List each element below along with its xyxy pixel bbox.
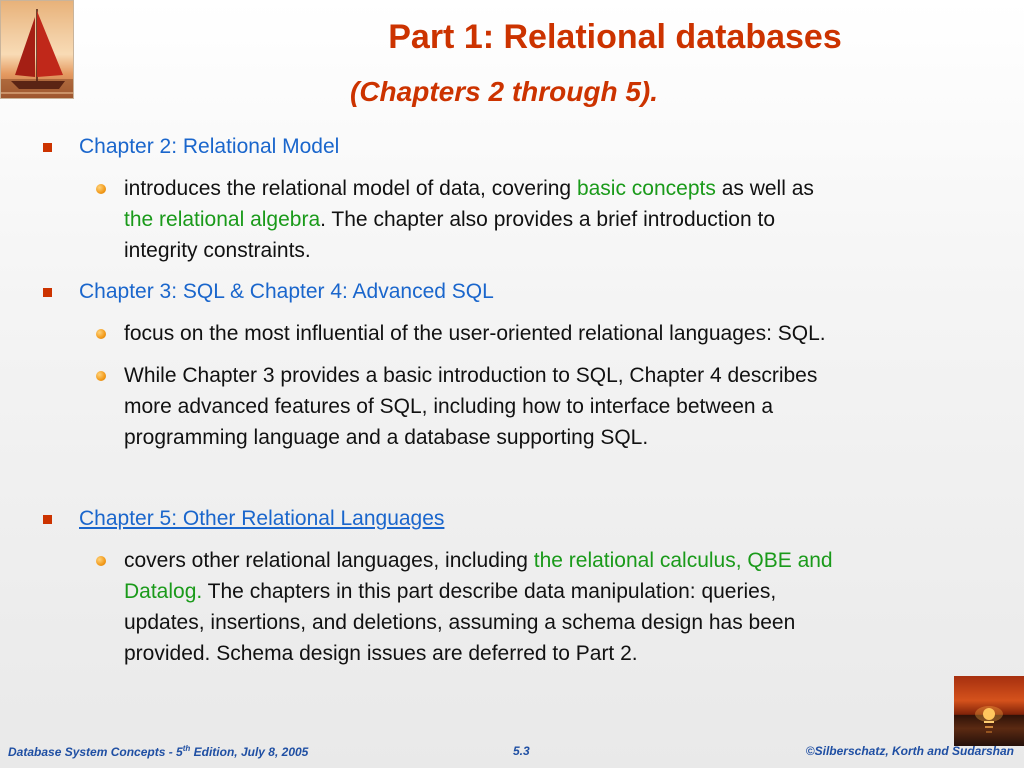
- square-bullet-icon: [43, 143, 52, 152]
- bullet-line1: While Chapter 3 provides a basic introduction to SQL, Chapter 4 describes: [124, 364, 818, 387]
- text: . The chapter also provides a brief introduction to: [320, 208, 776, 231]
- chapter-3-4-bullet-2: [124, 360, 1004, 453]
- chapter-3-4-heading-text: Chapter 3: SQL & Chapter 4: Advanced SQL: [79, 280, 494, 303]
- round-bullet-icon: [96, 184, 106, 194]
- text: as well as: [715, 177, 814, 200]
- slide-subtitle: (Chapters 2 through 5).: [350, 76, 659, 107]
- square-bullet-icon: [43, 288, 52, 297]
- text: introduces the relational model of data, covering: [124, 177, 577, 200]
- text: covers other relational languages, including: [124, 549, 534, 572]
- round-bullet-icon: [96, 371, 106, 381]
- round-bullet-icon: [96, 329, 106, 339]
- bullet-line3: programming language and a database supporting SQL.: [124, 426, 649, 449]
- slide-title-text: Part 1: Relational databases: [388, 18, 842, 56]
- slide-footer: [0, 744, 1024, 760]
- chapter-2-bullet: [124, 173, 1004, 266]
- highlight-relational-algebra: the relational algebra: [124, 208, 321, 231]
- chapter-2-bullet-line3: integrity constraints.: [124, 239, 311, 262]
- superscript: th: [182, 744, 191, 753]
- chapter-3-4-bullet-1: [124, 318, 1004, 349]
- highlight-basic-concepts: basic concepts: [576, 177, 716, 200]
- sun-icon: [954, 676, 1024, 746]
- chapter-5-bullet-line3: updates, insertions, and deletions, assuming a schema design has been: [124, 611, 796, 634]
- highlight-datalog: Datalog.: [124, 580, 203, 603]
- chapter-2-bullet-line2: [124, 204, 1004, 235]
- chapter-2-heading: [79, 132, 339, 162]
- page-number: 5.3: [513, 744, 530, 758]
- slide-title: [0, 18, 1024, 57]
- chapter-2-heading-text: Chapter 2: Relational Model: [79, 135, 340, 158]
- text: Edition, July 8, 2005: [190, 745, 309, 759]
- text: Database System Concepts - 5: [8, 745, 183, 759]
- footer-copyright: ©Silberschatz, Korth and Sudarshan: [805, 744, 1014, 758]
- ocean-sunset-image: [954, 676, 1024, 746]
- footer-book-info: [8, 744, 308, 759]
- chapter-5-bullet-line1: [124, 545, 1004, 576]
- chapter-5-heading[interactable]: [79, 504, 444, 534]
- chapter-2-bullet-line1: [124, 173, 1004, 204]
- bullet-line2: more advanced features of SQL, including how to interface between a: [124, 395, 774, 418]
- chapter-5-bullet: [124, 545, 1004, 669]
- chapter-5-bullet-line2: [124, 576, 1004, 607]
- text: The chapters in this part describe data manipulation: queries,: [202, 580, 777, 603]
- chapter-5-link[interactable]: Chapter 5: Other Relational Languages: [79, 507, 445, 530]
- chapter-3-4-heading: [79, 277, 494, 307]
- square-bullet-icon: [43, 515, 52, 524]
- round-bullet-icon: [96, 556, 106, 566]
- bullet-text: focus on the most influential of the user-oriented relational languages: SQL.: [124, 322, 826, 345]
- highlight-calculus-qbe: the relational calculus, QBE and: [533, 549, 833, 572]
- chapter-5-bullet-line4: provided. Schema design issues are deferred to Part 2.: [124, 642, 638, 665]
